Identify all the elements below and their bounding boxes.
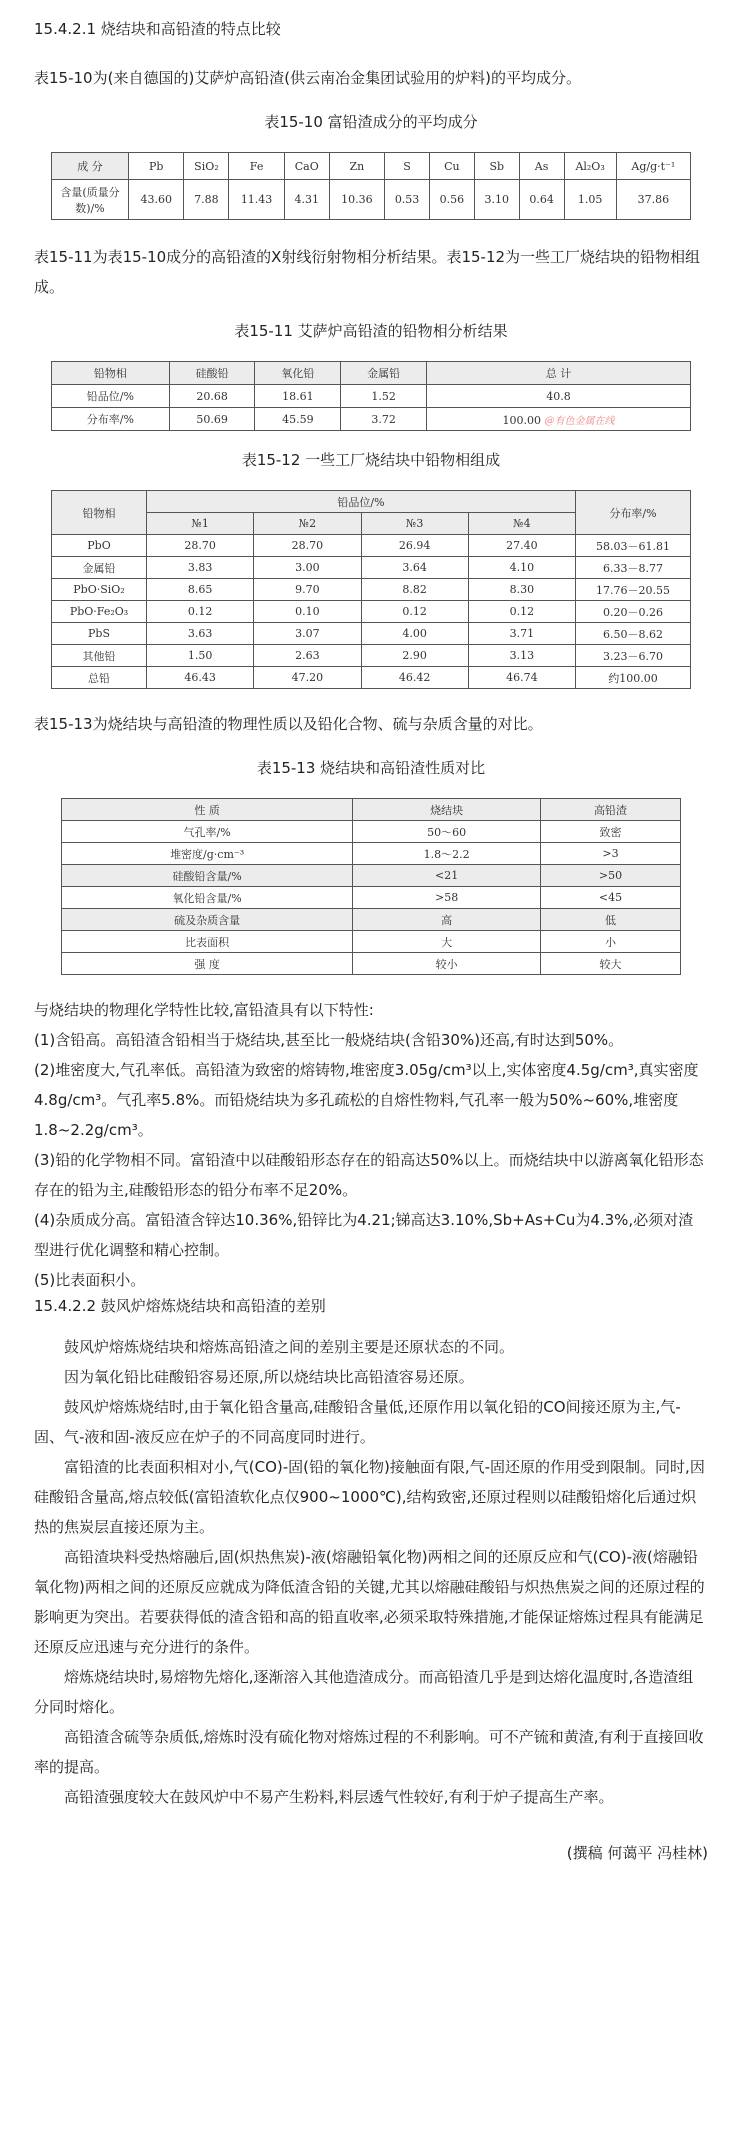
table1-header-label: 成 分 <box>52 153 129 180</box>
table1-caption: 表15-10 富铅渣成分的平均成分 <box>264 113 478 131</box>
table3-caption: 表15-12 一些工厂烧结块中铅物相组成 <box>241 451 501 469</box>
lead-in: 与烧结块的物理化学特性比较,富铅渣具有以下特性: <box>34 1001 374 1019</box>
table3-cell: 3.00 <box>254 557 361 579</box>
table2-cell <box>426 408 690 431</box>
property-4: (4)杂质成分高。富铅渣含锌达10.36%,铅锌比为4.21;锑高达3.10%,Sb+As+Cu为4.3%,必须对渣型进行优化调整和精心控制。 <box>34 1211 694 1259</box>
watermark: @有色金属在线 <box>544 415 615 427</box>
table3-cell: 2.90 <box>361 645 468 667</box>
table4-cell: 大 <box>353 931 541 953</box>
table1-col: Fe <box>229 153 284 180</box>
author-credit: (撰稿 何蔼平 冯桂林) <box>566 1844 708 1862</box>
table1-value: 4.31 <box>284 180 329 220</box>
table4-cell: >3 <box>541 843 681 865</box>
paragraph-4: 富铅渣的比表面积相对小,气(CO)-固(铅的氧化物)接触面有限,气-固还原的作用受到限制。同时,因硅酸铅含量高,熔点较低(富铅渣软化点仅900~1000℃),结构致密,还原过程则以硅酸铅熔化后通过炽热的焦炭层直接还原为主。 <box>34 1458 705 1536</box>
paragraph-6: 熔炼烧结块时,易熔物先熔化,逐渐溶入其他造渣成分。而高铅渣几乎是到达熔化温度时,各造渣组分同时熔化。 <box>34 1668 694 1716</box>
table2-header: 铅物相 <box>52 362 170 385</box>
table2-cell: 50.69 <box>169 408 255 431</box>
table3-cell: 3.83 <box>147 557 254 579</box>
table1-col: Sb <box>474 153 519 180</box>
table1-col: Al₂O₃ <box>564 153 616 180</box>
paragraph-5: 高铅渣块料受热熔融后,固(炽热焦炭)-液(熔融铅氧化物)两相之间的还原反应和气(CO)-液(熔融铅氧化物)两相之间的还原反应就成为降低渣含铅的关键,尤其以熔融硅酸铅与炽热焦炭之间的还原过程的影响更为突出。若要获得低的渣含铅和高的铅直收率,必须采取特殊措施,才能保证熔炼过程具有能满足还原反应迅速与充分进行的条件。 <box>34 1548 705 1656</box>
table3-cell: 26.94 <box>361 535 468 557</box>
table3-cell: 46.43 <box>147 667 254 689</box>
table2-cell: 3.72 <box>341 408 427 431</box>
table3-cell: 46.42 <box>361 667 468 689</box>
table3-dist: 3.23－6.70 <box>576 645 691 667</box>
table3-dist: 约100.00 <box>576 667 691 689</box>
table2-header: 氧化铅 <box>255 362 341 385</box>
sinter-phase-table <box>51 490 691 689</box>
table3-cell: 0.12 <box>468 601 575 623</box>
table4-cell: 氧化铅含量/% <box>62 887 353 909</box>
table3-phase: 金属铅 <box>52 557 147 579</box>
table1-value: 1.05 <box>564 180 616 220</box>
table2-cell: 铅品位/% <box>52 385 170 408</box>
paragraph-2: 因为氧化铅比硅酸铅容易还原,所以烧结块比高铅渣容易还原。 <box>64 1368 474 1386</box>
table4-cell: 低 <box>541 909 681 931</box>
table3-dist: 6.33－8.77 <box>576 557 691 579</box>
section-heading-2: 15.4.2.2 鼓风炉熔炼烧结块和高铅渣的差别 <box>34 1297 326 1315</box>
table4-cell: 1.8～2.2 <box>353 843 541 865</box>
table1-col: S <box>385 153 430 180</box>
table3-cell: 3.63 <box>147 623 254 645</box>
table3-phase: PbO <box>52 535 147 557</box>
table3-phase: 其他铅 <box>52 645 147 667</box>
table2-caption: 表15-11 艾萨炉高铅渣的铅物相分析结果 <box>234 322 508 340</box>
property-2: (2)堆密度大,气孔率低。高铅渣为致密的熔铸物,堆密度3.05g/cm³以上,实体密度4.5g/cm³,真实密度4.8g/cm³。气孔率5.8%。而铅烧结块为多孔疏松的自熔性物料,气孔率一般为50%~60%,堆密度1.8~2.2g/cm³。 <box>34 1061 699 1139</box>
table1-col: Ag/g·t⁻¹ <box>616 153 690 180</box>
paragraph-7: 高铅渣含硫等杂质低,熔炼时没有硫化物对熔炼过程的不利影响。可不产锍和黄渣,有利于直接回收率的提高。 <box>34 1728 704 1776</box>
table2-header: 总 计 <box>426 362 690 385</box>
table1-value: 43.60 <box>129 180 184 220</box>
paragraph-8: 高铅渣强度较大在鼓风炉中不易产生粉料,料层透气性较好,有利于炉子提高生产率。 <box>64 1788 614 1806</box>
table4-cell: >50 <box>541 865 681 887</box>
table3-phase: PbS <box>52 623 147 645</box>
table1-col: Zn <box>329 153 384 180</box>
table3-cell: 3.64 <box>361 557 468 579</box>
table4-cell: 小 <box>541 931 681 953</box>
table3-dist-label: 分布率/% <box>576 491 691 535</box>
table2-header: 金属铅 <box>341 362 427 385</box>
table2-cell: 分布率/% <box>52 408 170 431</box>
table4-cell: 50～60 <box>353 821 541 843</box>
table1-value: 3.10 <box>474 180 519 220</box>
table4-cell: 致密 <box>541 821 681 843</box>
table4-caption: 表15-13 烧结块和高铅渣性质对比 <box>256 759 486 777</box>
table3-cell: 3.07 <box>254 623 361 645</box>
paragraph-3: 鼓风炉熔炼烧结时,由于氧化铅含量高,硅酸铅含量低,还原作用以氧化铅的CO间接还原为主,气-固、气-液和固-液反应在炉子的不同高度同时进行。 <box>34 1398 681 1446</box>
table1-value: 0.64 <box>519 180 564 220</box>
table3-cell: 8.65 <box>147 579 254 601</box>
table2-cell: 40.8 <box>426 385 690 408</box>
table1-value: 10.36 <box>329 180 384 220</box>
table3-dist: 6.50－8.62 <box>576 623 691 645</box>
table-intro-2: 表15-11为表15-10成分的高铅渣的X射线衍射物相分析结果。表15-12为一些工厂烧结块的铅物相组成。 <box>34 248 701 296</box>
table3-cell: 3.71 <box>468 623 575 645</box>
table1-value: 0.56 <box>429 180 474 220</box>
table3-cell: 1.50 <box>147 645 254 667</box>
table4-cell: >58 <box>353 887 541 909</box>
lead-phase-table <box>51 361 691 431</box>
table3-cell: 4.10 <box>468 557 575 579</box>
table1-value: 7.88 <box>184 180 229 220</box>
composition-table <box>51 152 691 220</box>
table3-dist: 58.03－61.81 <box>576 535 691 557</box>
table3-cell: 2.63 <box>254 645 361 667</box>
table3-dist: 0.20－0.26 <box>576 601 691 623</box>
table3-subcol: №2 <box>254 513 361 535</box>
table3-cell: 0.10 <box>254 601 361 623</box>
table1-col: SiO₂ <box>184 153 229 180</box>
table1-row-label: 含量(质量分数)/% <box>52 180 129 220</box>
table3-cell: 0.12 <box>361 601 468 623</box>
table3-cell: 9.70 <box>254 579 361 601</box>
table3-phase: PbO·Fe₂O₃ <box>52 601 147 623</box>
table1-value: 37.86 <box>616 180 690 220</box>
table3-cell: 27.40 <box>468 535 575 557</box>
table4-cell: 气孔率/% <box>62 821 353 843</box>
table3-subcol: №3 <box>361 513 468 535</box>
property-table <box>61 798 681 975</box>
table4-cell: <45 <box>541 887 681 909</box>
table3-grade-label: 铅品位/% <box>147 491 576 513</box>
table3-phase: 总铅 <box>52 667 147 689</box>
table3-cell: 28.70 <box>254 535 361 557</box>
table1-value: 11.43 <box>229 180 284 220</box>
table2-cell: 1.52 <box>341 385 427 408</box>
paragraph-1: 鼓风炉熔炼烧结块和熔炼高铅渣之间的差别主要是还原状态的不同。 <box>64 1338 515 1356</box>
table4-cell: 比表面积 <box>62 931 353 953</box>
table-intro-3: 表15-13为烧结块与高铅渣的物理性质以及铅化合物、硫与杂质含量的对比。 <box>34 715 543 733</box>
table4-cell: <21 <box>353 865 541 887</box>
table2-cell: 18.61 <box>255 385 341 408</box>
table3-cell: 47.20 <box>254 667 361 689</box>
table1-col: Pb <box>129 153 184 180</box>
table2-total: 100.00 <box>502 413 541 427</box>
table3-subcol: №4 <box>468 513 575 535</box>
table3-dist: 17.76－20.55 <box>576 579 691 601</box>
property-5: (5)比表面积小。 <box>34 1271 146 1289</box>
table3-phase-label: 铅物相 <box>52 491 147 535</box>
table4-cell: 硫及杂质含量 <box>62 909 353 931</box>
table3-cell: 0.12 <box>147 601 254 623</box>
table3-cell: 8.82 <box>361 579 468 601</box>
table4-cell: 硅酸铅含量/% <box>62 865 353 887</box>
table2-header: 硅酸铅 <box>169 362 255 385</box>
table3-phase: PbO·SiO₂ <box>52 579 147 601</box>
table4-cell: 强 度 <box>62 953 353 975</box>
property-3: (3)铅的化学物相不同。富铅渣中以硅酸铅形态存在的铅高达50%以上。而烧结块中以游离氧化铅形态存在的铅为主,硅酸铅形态的铅分布率不足20%。 <box>34 1151 704 1199</box>
table1-value: 0.53 <box>385 180 430 220</box>
table1-col: Cu <box>429 153 474 180</box>
table4-cell: 较小 <box>353 953 541 975</box>
table3-cell: 3.13 <box>468 645 575 667</box>
property-1: (1)含铅高。高铅渣含铅相当于烧结块,甚至比一般烧结块(含铅30%)还高,有时达到50%。 <box>34 1031 624 1049</box>
table2-cell: 45.59 <box>255 408 341 431</box>
table2-cell: 20.68 <box>169 385 255 408</box>
table3-cell: 46.74 <box>468 667 575 689</box>
table4-header: 烧结块 <box>353 799 541 821</box>
table3-subcol: №1 <box>147 513 254 535</box>
table4-cell: 较大 <box>541 953 681 975</box>
table-intro-1: 表15-10为(来自德国的)艾萨炉高铅渣(供云南冶金集团试验用的炉料)的平均成分。 <box>34 69 581 87</box>
table3-cell: 28.70 <box>147 535 254 557</box>
section-heading-1: 15.4.2.1 烧结块和高铅渣的特点比较 <box>34 20 281 38</box>
table4-cell: 高 <box>353 909 541 931</box>
table3-cell: 8.30 <box>468 579 575 601</box>
table3-cell: 4.00 <box>361 623 468 645</box>
table4-cell: 堆密度/g·cm⁻³ <box>62 843 353 865</box>
table1-col: As <box>519 153 564 180</box>
table1-col: CaO <box>284 153 329 180</box>
table4-header: 高铅渣 <box>541 799 681 821</box>
table4-header: 性 质 <box>62 799 353 821</box>
